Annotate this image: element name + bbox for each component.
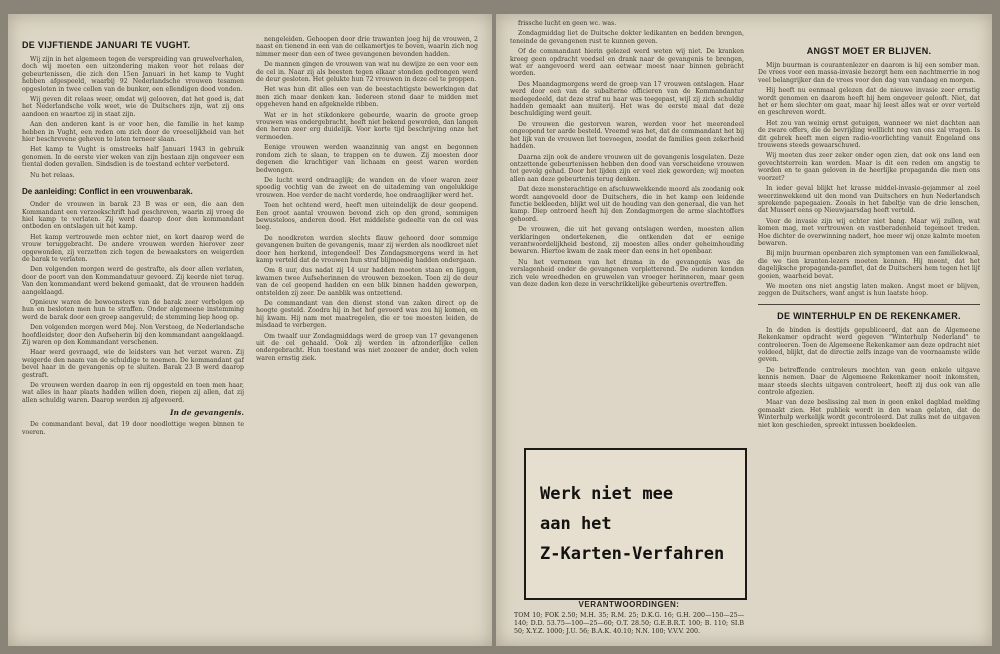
article-title-angst: ANGST MOET ER BLIJVEN. xyxy=(806,46,932,56)
paragraph: Om twaalf uur Zondagmiddags werd de groep van 17 gevangenen uit de cel gehaald. Ook zij werden in afzonderlijke cellen ondergebracht. Hun toestand was niet zoozeer de ander, doch velen waren ernstig ziek. xyxy=(256,332,478,362)
paragraph: Toen het ochtend werd, heeft men uiteindelijk de deur geopend. Een groot aantal vrouwen bevond zich op den grond, sommigen bewusteloos, anderen dood. Het middelste gedeelte van de cel was leeg. xyxy=(256,202,478,232)
paragraph: Het was hun dit alles een van de beestachtigste bewerkingen dat men zich maar denken kan. Iedereen stond daar te midden met opgeheven hand en afgeknelde ribben. xyxy=(256,86,478,109)
paragraph: De vrouwen werden daarop in een rij opgesteld en toen men haar, wat alles in haar plaats hadden willen doen, riepen zij allen, dat zij allen schuldig waren. Daarop werden zij afgevoerd. xyxy=(22,382,244,404)
paragraph: Of de commandant hierin gelezed werd weten wij niet. De kranken kreeg geen opdracht voedsel en drank naar de gevangenis te brengen, wat er aangevoerd werd aan eetwaar moest naar binnen gebracht worden. xyxy=(510,48,744,78)
right-page xyxy=(496,14,992,646)
paragraph: De lucht werd ondraaglijk; de wanden en de vloer waren zeer spoedig vochtig van de zweet en de uitademing van ongelukkige vrouwen. Hoe verder de nacht vorderde, hoe ondraaglijker werd het. xyxy=(256,176,478,199)
paragraph: De mannen gingen de vrouwen van wat nu dewijze ze een voor een de cel in. Naar zij als beesten tegen elkaar stonden gedrongen werd de deur gesloten. Het gelukte hun 72 vrouwen in deze cel te proppen. xyxy=(256,61,478,84)
column-3 xyxy=(510,20,744,436)
paragraph: Voor de invasie zijn wij echter niet bang. Maar wij zullen, wat komen mag, met vertrouwen en vastberadenheid tegemoet treden. Hoe dichter de overwinning nadert, hoe meer wij onze kalmte moeten bewaren. xyxy=(758,217,980,247)
verantwoordingen xyxy=(514,600,744,636)
paragraph: De commandant beval, dat 19 door noodlottige wegen binnen te voeren. xyxy=(22,421,244,436)
paragraph: De commandant van den dienst stond van zaken direct op de hoogte gesteld. Zoodra hij in het hof gevoerd was zou hij komen, en hij kwam. Hij nam met maatregelen, die er toe moesten leiden, de misdaad te verbergen. xyxy=(256,300,478,330)
paragraph: De vrouwen die gestorven waren, werden voor het meerendeel ongeopend ter aarde besteld. Vreemd was het, dat de commandant het bij het lijk van de vrouwen liet toevoegen, zoodat de families geen zekerheid hadden. xyxy=(510,120,744,151)
column-2 xyxy=(256,36,478,636)
paragraph: De betreffende controleurs mochten van geen enkele uitgave kennis nemen. Daar de Algemeene Rekenkamer nooit inkomsten, maar steeds slechts uitgaven controleert, heeft zij dus ook van alle controle afgezien. xyxy=(758,366,980,397)
paragraph: Maar van deze beslissing zal men in geen enkel dagblad melding gemaakt zien. Het publiek wordt in den waan gelaten, dat de Winterhulp werkelijk wordt gecontroleerd. Dat zulks met de uitgaven niet kon geschieden, spreekt intussen boekdeelen. xyxy=(758,399,980,429)
paragraph: De noodkreten werden slechts flauw gehoord door sommige gevangenen buiten de gevangenis, maar zij werden als noodkreet niet door hen herkend, integendeel! Des Zondagsmorgens werd in het kamp verteld dat de vrouwen hun straf blijmoedig hadden ondergaan. xyxy=(256,234,478,264)
paragraph: Wij zijn in het algemeen tegen de verspreiding van gruwelverhalen, doch wij moeten een uitzondering maken voor het relaas der gebeurtenissen, die zich den 15en Januari in het kamp te Vught hebben afgespeeld, waarbij 92 Nederlandsche vrouwen tesamen opgesloten in twee cellen van de bunker, een ellendigen dood vonden. xyxy=(22,56,244,93)
paragraph: Daarna zijn ook de andere vrouwen uit de gevangenis losgelaten. Deze ontzettende gebeurtenissen hebben den dood van verscheidene vrouwen tot gevolg gehad. Door het lijden zijn er veel ziek geworden; wij moeten allen aan deze gebeurtenis terug denken. xyxy=(510,153,744,183)
paragraph: De vrouwen, die uit het gevang ontslagen werden, moesten allen verklaringen ondertekenen, die ontkenden dat er eenige verantwoordelijkheid bestond, zij moesten alles onder geheimhouding bewaren. Hiertoe kwam de zaak meer dan eens in het openbaar. xyxy=(510,226,744,256)
paragraph: Het kamp te Vught is omstreeks half Januari 1943 in gebruik genomen. In de eerste vier weken van zijn bestaan zijn ongeveer een tiental doden gevallen. Sindsdien is de toestand echter verbeterd. xyxy=(22,146,244,169)
paragraph: Haar werd gevraagd, wie de leidsters van het verzet waren. Zij weigerde den naam van de schuldige te noemen. De kommandant gaf bevel haar in de gevangenis op te sluiten. Barak 23 B werd daarop gestraft. xyxy=(22,349,244,379)
slogan-box xyxy=(524,448,747,600)
article-title-winterhulp: DE WINTERHULP EN DE REKENKAMER. xyxy=(777,310,961,321)
column-1 xyxy=(22,36,244,636)
verantwoordingen-list: TOM 10; FOK 2.50; M.H. 35; R.M. 25; D.K.G. 16; G.H. 200—150—25—140; D.D. 53.75—100—25—60; O.T. 28.50; G.E.B.R.T. 100; B. 110; SI.B 50; X.Y.Z. 1000; J.U. 56; B.A.K. 40.10; N.N. 100; V.V.V. 200. xyxy=(514,612,744,635)
paragraph: Den volgenden morgen werd Mej. Non Versteeg, de Nederlandsche hoofdleidster, door den Aufseherin bij den kommandant aangeklaagd. Zij waren op den Kommandant verschenen. xyxy=(22,324,244,346)
paragraph: Het zou van weinig ernst getuigen, wanneer we niet dachten aan de zware offers, die de bevrijding welllicht nog van ons zal vragen. Is dit gebrek heeft men eigen radio-voorlichting vanuit Engeland ons trouwens steeds gewaarschuwd. xyxy=(758,119,980,150)
paragraph: Nu het relaas. xyxy=(30,171,75,179)
paragraph: frissche lucht en geen wc. was. xyxy=(518,20,617,27)
subheading-gevangenis: In de gevangenis. xyxy=(169,408,244,418)
paragraph: Onder de vrouwen in barak 23 B was er een, die aan den Kommandant een verzoekschrift had geschreven, waarin zij vroeg de hiel kamp te verlaten. Zij werd daarop door den kommandant ontboden en ontslagen uit het kamp. xyxy=(22,201,244,231)
paragraph: Aan den anderen kant is er voor hen, die familie in het kamp hebben in Vught, een reden om zich door de vreeselijkheid van het hier beschrevene geheven te laten terneer slaan. xyxy=(22,121,244,144)
paragraph: Wij moeten dus zeer zeker onder ogen zien, dat ook ons land een gevechtsterrein kan worden. Maar is dit een reden om angstig te worden en te gaan geloven in de heerlijke propaganda die men ons voorzet? xyxy=(758,152,980,182)
paragraph: Hij heeft nu eenmaal gelezen dat de nieuwe invasie zeer ernstig wordt genomen en daarom heeft hij hem ongeveer gelooft. Niet, dat het er hem slechter om gaat, maar hij leest alles wat er over verteld en geschreven wordt. xyxy=(758,87,980,117)
paragraph: Mijn buurman is courantenlezer en daarom is hij een somber man. De vrees voor een massa-invasie bezorgt hem een nachtmerrie in nog veel belangrijker dan de vrees voor den dag van vandaag en morgen. xyxy=(758,62,980,84)
paragraph: Den volgenden morgen werd de gestrafte, als door allen verlaten, door de poort van den Kommandatuur gevoerd. Zij keerde niet terug. Van den kommandant werd bekend gemaakt, dat de vrouwen hadden aangeklaagd. xyxy=(22,266,244,296)
paragraph: Zondagmiddag liet de Duitsche dokter ledikanten en bedden brengen, teneinde de gevangenen rust te kunnen geven. xyxy=(510,30,744,45)
paragraph: Het kamp vertrouwde men echter niet, en kort daarop werd de vrouw teruggebracht. De andere vrouwen werden hierover zeer opgewonden, zij verzetten zich tegen de bewaaksters en weigerden de barak te verlaten. xyxy=(22,233,244,263)
slogan-line: Z-Karten-Verfahren xyxy=(540,544,725,564)
paragraph: Bij mijn buurman openbaren zich symptomen van een familiekwaal, die we tien kranten-lezers moeten kennen. Hij meent, dat het dagelijksche propaganda-pamflet, dat de Duitschers hem tegen het lijf gooien, waarheid bevat. xyxy=(758,250,980,280)
section-heading: De aanleiding: Conflict in een vrouwenbarak. xyxy=(22,187,193,197)
divider xyxy=(758,304,980,305)
paragraph: In de binden is destijds gepubliceerd, dat aan de Algemeene Rekenkamer opdracht werd gegeven "Winterhulp Nederland" te controleeren. Toen de Algemeene Rekenkamer aan deze opdracht niet voldeed, blijkt, dat de directie zelfs inzage van de voornaamste wilde geven. xyxy=(758,326,980,364)
paragraph: Des Maandagmorgens werd de groep van 17 vrouwen ontslagen. Haar werd door een van de subalterne officieren van de Kommandantur medegedeeld, dat deze straf nu haar was toegepast, wijl zij zich schuldig hadden gemaakt aan muiterij. Het was de eerste maal dat deze beschuldiging werd geuit. xyxy=(510,80,744,118)
slogan-line: Werk niet mee xyxy=(540,484,674,504)
column-4 xyxy=(758,42,980,636)
paragraph: Nu het vernemen van het drama in de gevangenis was de verslagenheid onder de gevangenen verpletterend. De ouderen konden zich vele wreedheden en gruwelen van vroeger herinneren, maar geen van deze daden kon deze in verschrikkelijke gebeurtenis overtreffen. xyxy=(510,258,744,288)
paragraph: Eenige vrouwen werden waanzinnig van angst en begonnen rondom zich te slaan, te trappen en te duwen. Zij moesten door degenen die krachtiger van lichaam en geest waren worden bedwongen. xyxy=(256,144,478,174)
paragraph: In ieder geval blijkt het krasse middel-invasie-gejammer al zeel weerzinwekkend uit den mond van Duitschers en hun Nederlandsch sprekende papegaaien. Zooals in het fabeltje van de drie lenschen, dat Mussert eens op Nieuwjaarsdag heeft verteld. xyxy=(758,185,980,215)
article-title-vught: DE VIJFTIENDE JANUARI TE VUGHT. xyxy=(22,40,191,50)
slogan-line: aan het xyxy=(540,514,612,534)
paragraph: Opnieuw waren de bewoonsters van de barak zeer verbolgen op hun en besloten men hun te straffen. Onder algemeene instemming werd de barak door een groep aangevuld; de stemming liep hoog op. xyxy=(22,298,244,321)
verantwoordingen-title: VERANTWOORDINGEN: xyxy=(578,600,680,609)
paragraph: We moeten ons niet angstig laten maken. Angst moet er blijven, zeggen de Duitschers, want angst is hun laatste hoop. xyxy=(758,282,980,298)
paragraph: Dat deze monsterachtige en afschuwwekkende moord als zoodanig ook wordt aangevoeld door de Duitschers, die in het kamp een leidende functie bekleeden, blijkt wel uit de houding van den generaal, die van het kamp. Diep ontroerd heeft hij den Zondagmorgen de arme slachtoffers gehoord. xyxy=(510,186,744,223)
paragraph: Om 8 uur, dus nadat zij 14 uur hadden moeten staan en liggen, kwamen twee Aufseherinnen de vrouwen bezoeken. Toen zij de deur van de cel geopend hadden en een blik binnen hadden geworpen, ontstelden zij zeer. De aanblik was ontzettend. xyxy=(256,267,478,297)
paragraph: Wij geven dit relaas weer, omdat wij gelooven, dat het goed is, dat het Nederlandsche volk weet, wie de Duitschers zijn, wat zij ons aandoen en waartoe zij in staat zijn. xyxy=(22,96,244,118)
left-page xyxy=(8,14,492,646)
paragraph: Wat er in het stikdonkere gebeurde, waarin de groote groep vrouwen was ondergebracht, heeft niet bekend geworden, dan langen den heran zeer erg duidelijk. Voor korte tijd beschrijving onze het vermoeden. xyxy=(256,111,478,141)
paragraph: nengeleiden. Gehoopen door drie trawanten joeg hij de vrouwen, 2 naast en tienend in een van de celkamertjes te boven, waarin zich nog nimmer meer dan een of twee gevangenen bevonden hadden. xyxy=(256,36,478,58)
